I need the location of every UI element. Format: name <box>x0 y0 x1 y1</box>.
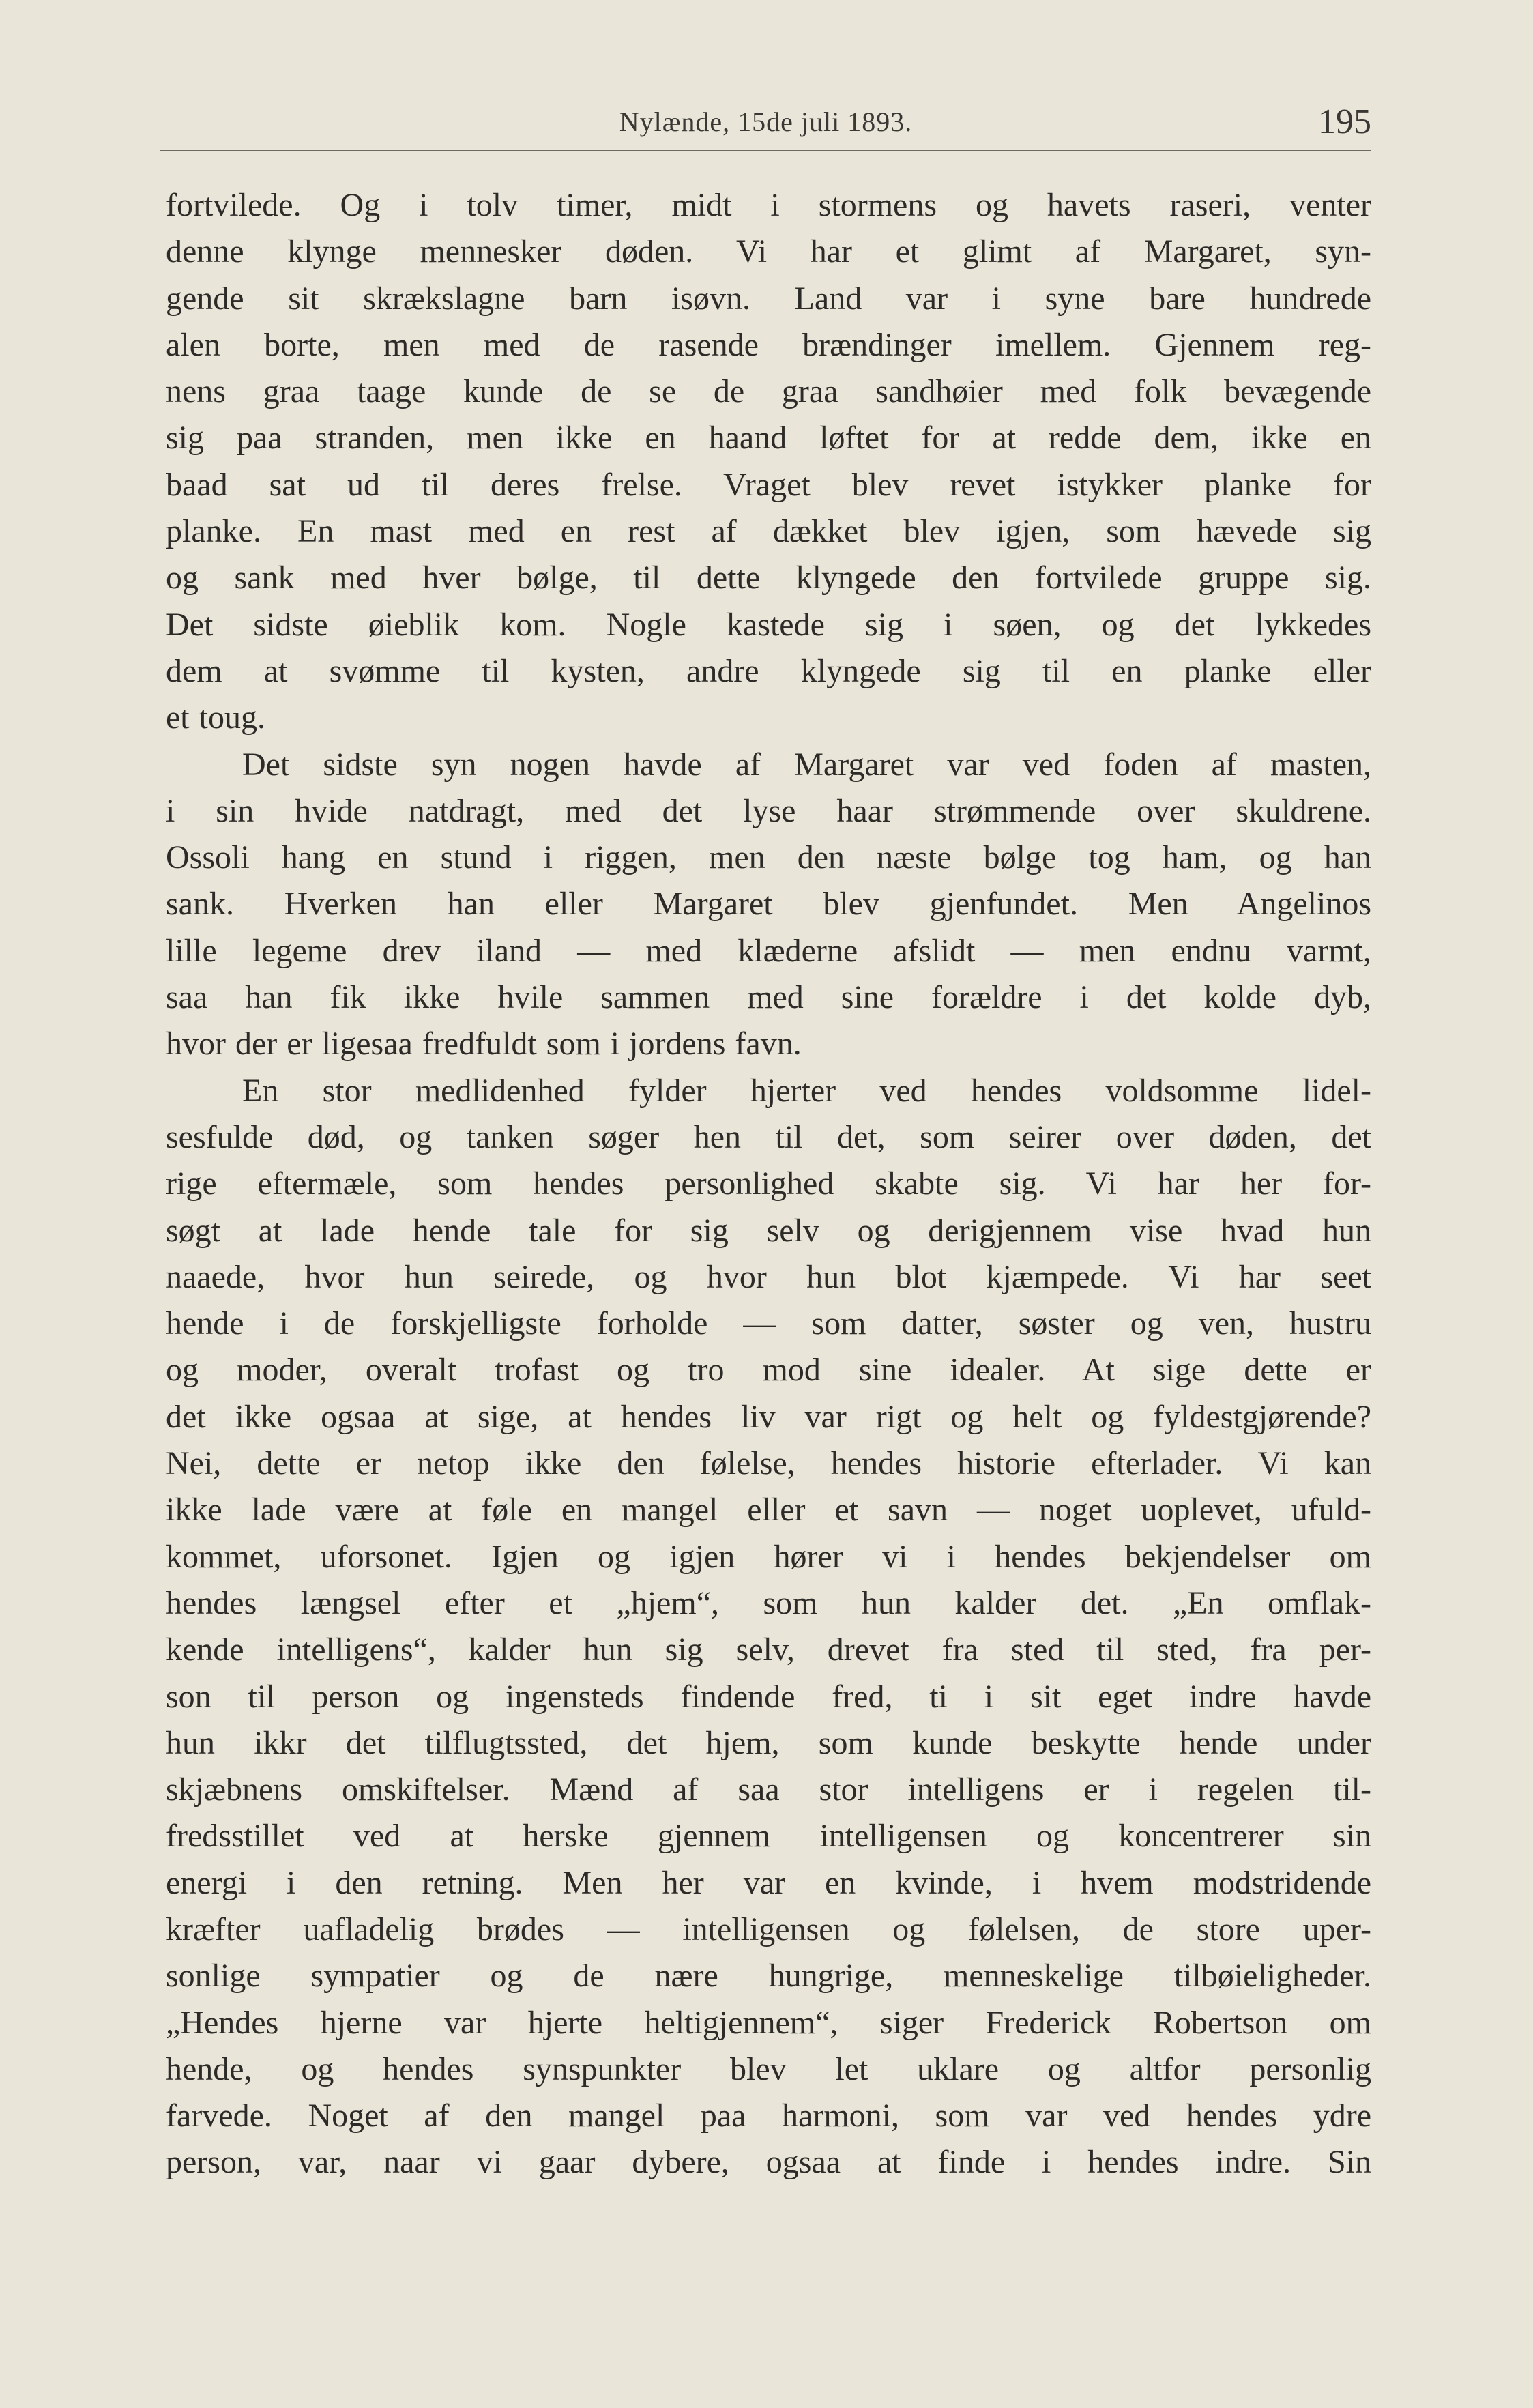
text-line: sank. Hverken han eller Margaret blev gjenfundet. Men Angelinos <box>166 886 1371 923</box>
text-line: i sin hvide natdragt, med det lyse haar strømmende over skuldrene. <box>166 792 1371 829</box>
text-line: nens graa taage kunde de se de graa sandhøier med folk bevægende <box>166 373 1371 410</box>
text-line: Det sidste øieblik kom. Nogle kastede sig i søen, og det lykkedes <box>166 606 1371 643</box>
text-line: fortvilede. Og i tolv timer, midt i stormens og havets raseri, venter <box>166 187 1371 223</box>
text-line: kommet, uforsonet. Igjen og igjen hører vi i hendes bekjendelser om <box>166 1538 1371 1575</box>
page-number: 195 <box>1318 102 1371 141</box>
text-line: et toug. <box>166 699 265 736</box>
text-line: hende, og hendes synspunkter blev let uklare og altfor personlig <box>166 2050 1371 2087</box>
text-line: planke. En mast med en rest af dækket blev igjen, som hævede sig <box>166 513 1371 550</box>
text-line: baad sat ud til deres frelse. Vraget blev revet istykker planke for <box>166 466 1371 503</box>
text-line: denne klynge mennesker døden. Vi har et glimt af Margaret, syn- <box>166 233 1371 270</box>
text-line: sesfulde død, og tanken søger hen til det, som seirer over døden, det <box>166 1118 1371 1155</box>
text-line: hendes længsel efter et „hjem“, som hun kalder det. „En omflak- <box>166 1584 1371 1621</box>
text-line: Nei, dette er netop ikke den følelse, hendes historie efterlader. Vi kan <box>166 1445 1371 1482</box>
text-line: energi i den retning. Men her var en kvinde, i hvem modstridende <box>166 1864 1371 1901</box>
text-line: skjæbnens omskiftelser. Mænd af saa stor intelligens er i regelen til- <box>166 1771 1371 1808</box>
text-line: ikke lade være at føle en mangel eller et savn — noget uoplevet, ufuld- <box>166 1492 1371 1528</box>
text-line: person, var, naar vi gaar dybere, ogsaa at finde i hendes indre. Sin <box>166 2144 1371 2181</box>
text-line: gende sit skrækslagne barn isøvn. Land var i syne bare hundrede <box>166 280 1371 317</box>
text-line: sig paa stranden, men ikke en haand løftet for at redde dem, ikke en <box>166 420 1371 456</box>
text-line: søgt at lade hende tale for sig selv og derigjennem vise hvad hun <box>166 1212 1371 1249</box>
text-line: hun ikkr det tilflugtssted, det hjem, som kunde beskytte hende under <box>166 1724 1371 1761</box>
text-line: sonlige sympatier og de nære hungrige, menneskelige tilbøieligheder. <box>166 1958 1371 1994</box>
text-line: dem at svømme til kysten, andre klyngede sig til en planke eller <box>166 652 1371 689</box>
text-line: „Hendes hjerne var hjerte heltigjennem“, siger Frederick Robertson om <box>166 2004 1371 2041</box>
text-line: det ikke ogsaa at sige, at hendes liv var rigt og helt og fyldestgjørende? <box>166 1398 1371 1435</box>
text-line: naaede, hvor hun seirede, og hvor hun blot kjæmpede. Vi har seet <box>166 1258 1371 1295</box>
text-line: Ossoli hang en stund i riggen, men den næste bølge tog ham, og han <box>166 839 1371 876</box>
text-line: hvor der er ligesaa fredfuldt som i jordens favn. <box>166 1026 802 1062</box>
text-line: son til person og ingensteds findende fred, ti i sit eget indre havde <box>166 1678 1371 1715</box>
text-line: rige eftermæle, som hendes personlighed skabte sig. Vi har her for- <box>166 1165 1371 1202</box>
body-text <box>166 182 1371 2186</box>
paragraph-first-line: Det sidste syn nogen havde af Margaret var ved foden af masten, <box>242 746 1371 783</box>
paragraph-first-line: En stor medlidenhed fylder hjerter ved hendes voldsomme lidel- <box>242 1072 1371 1109</box>
text-line: hende i de forskjelligste forholde — som datter, søster og ven, hustru <box>166 1305 1371 1342</box>
text-line: farvede. Noget af den mangel paa harmoni, som var ved hendes ydre <box>166 2098 1371 2134</box>
text-line: og sank med hver bølge, til dette klyngede den fortvilede gruppe sig. <box>166 560 1371 596</box>
text-line: lille legeme drev iland — med klæderne afslidt — men endnu varmt, <box>166 932 1371 969</box>
text-line: alen borte, men med de rasende brændinger imellem. Gjennem reg- <box>166 326 1371 363</box>
text-line: kræfter uafladelig brødes — intelligensen og følelsen, de store uper- <box>166 1911 1371 1947</box>
text-line: fredsstillet ved at herske gjennem intelligensen og koncentrerer sin <box>166 1818 1371 1855</box>
running-title: Nylænde, 15de juli 1893. <box>619 106 913 137</box>
text-line: kende intelligens“, kalder hun sig selv, drevet fra sted til sted, fra per- <box>166 1631 1371 1668</box>
page-header <box>160 96 1371 149</box>
header-rule <box>160 150 1371 151</box>
text-line: og moder, overalt trofast og tro mod sine idealer. At sige dette er <box>166 1352 1371 1389</box>
text-line: saa han fik ikke hvile sammen med sine forældre i det kolde dyb, <box>166 979 1371 1016</box>
